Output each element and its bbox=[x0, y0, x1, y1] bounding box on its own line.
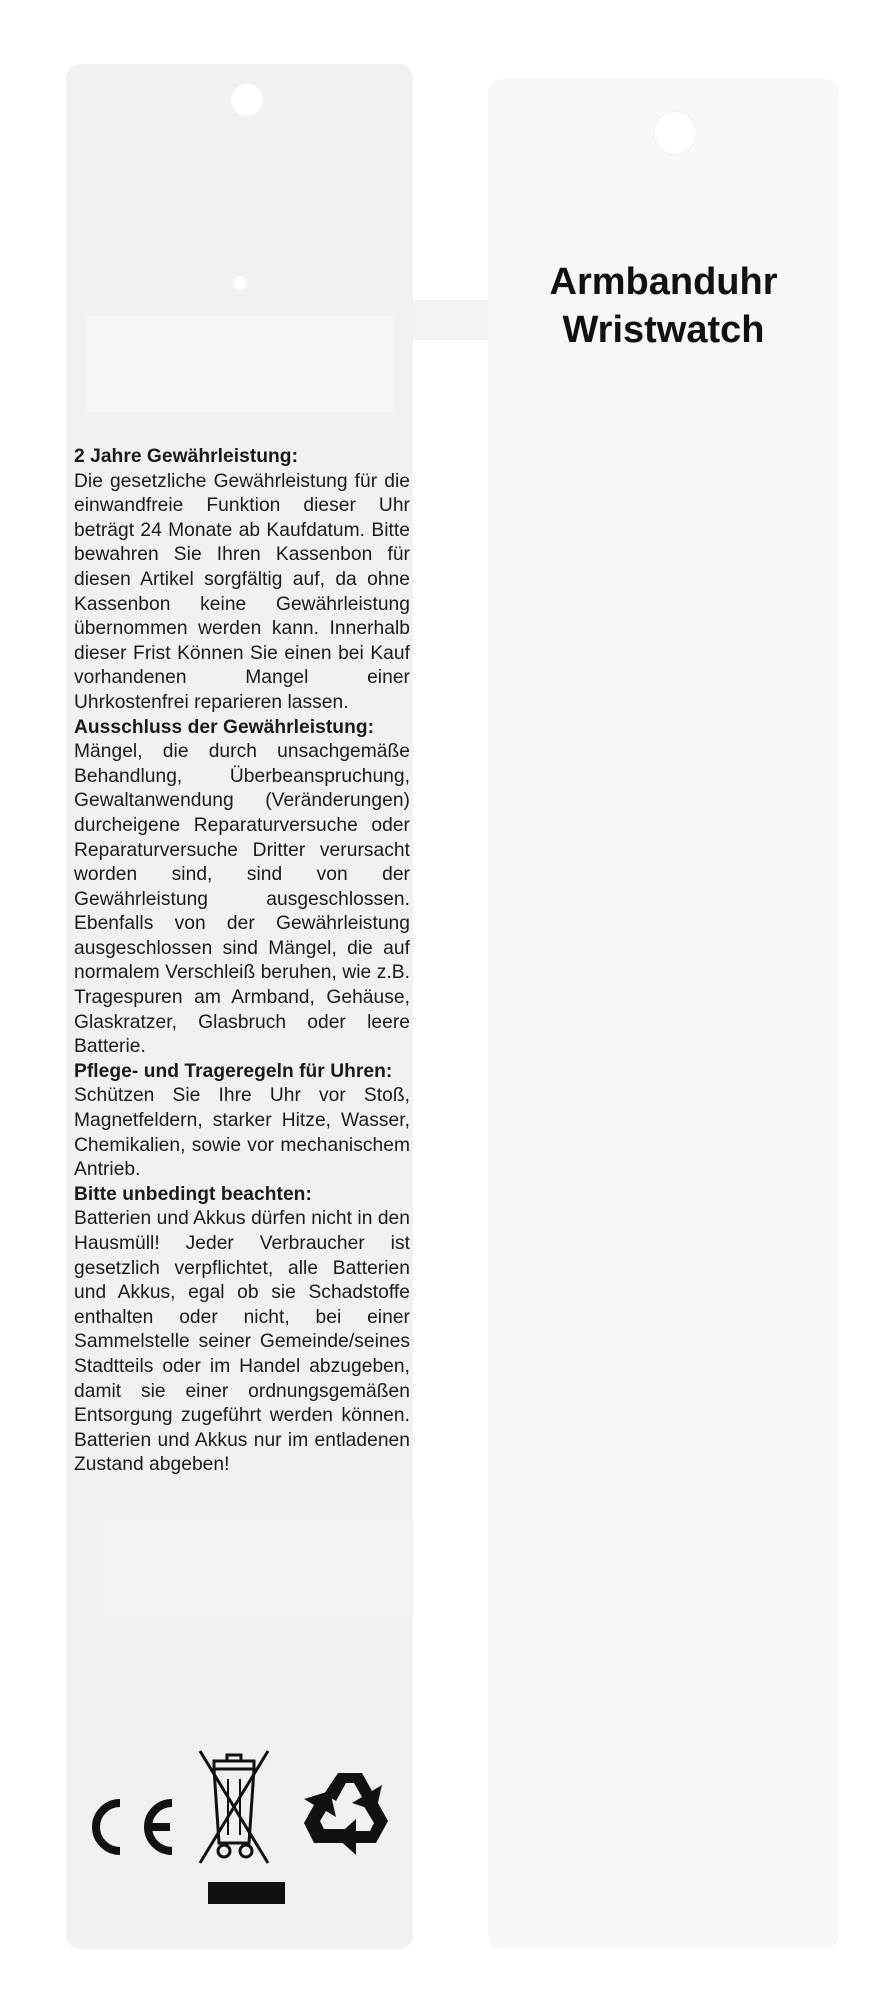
product-title bbox=[488, 258, 839, 354]
warranty-text bbox=[74, 445, 410, 1478]
right-hang-hole bbox=[653, 111, 697, 155]
pin-hole bbox=[233, 276, 247, 290]
tag-connector bbox=[413, 300, 493, 340]
battery-notice-heading: Bitte unbedingt beachten: bbox=[74, 1183, 312, 1205]
battery-notice-paragraph: Batterien und Akkus dürfen nicht in den Hausmüll! Jeder Verbraucher ist gesetzlich verpflichtet, alle Batterien und Akkus, egal ob sie Schadstoffe enthalten oder nicht, bei einer Sammelstelle seiner Gemeinde/seines Stadtteils oder im Handel abzugeben, damit sie einer ordnungsgemäßen Entsorgung zugeführt werden können. Batterien und Akkus nur im entladenen Zustand abgeben! bbox=[74, 1208, 410, 1476]
care-paragraph: Schützen Sie Ihre Uhr vor Stoß, Magnetfeldern, starker Hitze, Wasser, Chemikalien, sowie vor mechanischem Antrieb. bbox=[74, 1085, 410, 1181]
warranty-paragraph: Die gesetzliche Gewährleistung für die einwandfreie Funktion dieser Uhr beträgt 24 Monate ab Kaufdatum. Bitte bewahren Sie Ihren Kassenbon für diesen Artikel sorgfältig auf, da ohne Kassenbon keine Gewährleistung übernommen werden kann. Innerhalb dieser Frist Können Sie einen bei Kauf vorhandenen Mangel einer Uhrkostenfrei reparieren lassen. bbox=[74, 470, 410, 713]
weee-underline-bar bbox=[208, 1882, 285, 1904]
recycling-icon bbox=[300, 1763, 400, 1863]
right-hang-tag bbox=[488, 79, 839, 1949]
exclusion-heading: Ausschluss der Gewährleistung: bbox=[74, 716, 375, 738]
strap-slot-bottom bbox=[105, 1520, 410, 1613]
product-title-german: Armbanduhr bbox=[549, 261, 778, 303]
weee-crossed-bin-icon bbox=[194, 1747, 274, 1867]
exclusion-paragraph: Mängel, die durch unsachgemäße Behandlung, Überbeanspruchung, Gewaltanwendung (Veränderungen) durcheigene Reparaturversuche oder Reparaturversuche Dritter verursacht worden sind, sind von der Gewährleistung ausgeschlossen. Ebenfalls von der Gewährleistung ausgeschlossen sind Mängel, die auf normalem Verschleiß beruhen, wie z.B. Tragespuren am Armband, Gehäuse, Glaskratzer, Glasbruch oder leere Batterie. bbox=[74, 741, 410, 1058]
warranty-heading: 2 Jahre Gewährleistung: bbox=[74, 446, 299, 467]
ce-mark-icon bbox=[86, 1795, 182, 1859]
left-hang-hole bbox=[231, 84, 263, 116]
product-title-english: Wristwatch bbox=[562, 309, 765, 351]
strap-slot-top bbox=[86, 316, 394, 412]
care-heading: Pflege- und Trageregeln für Uhren: bbox=[74, 1060, 393, 1082]
